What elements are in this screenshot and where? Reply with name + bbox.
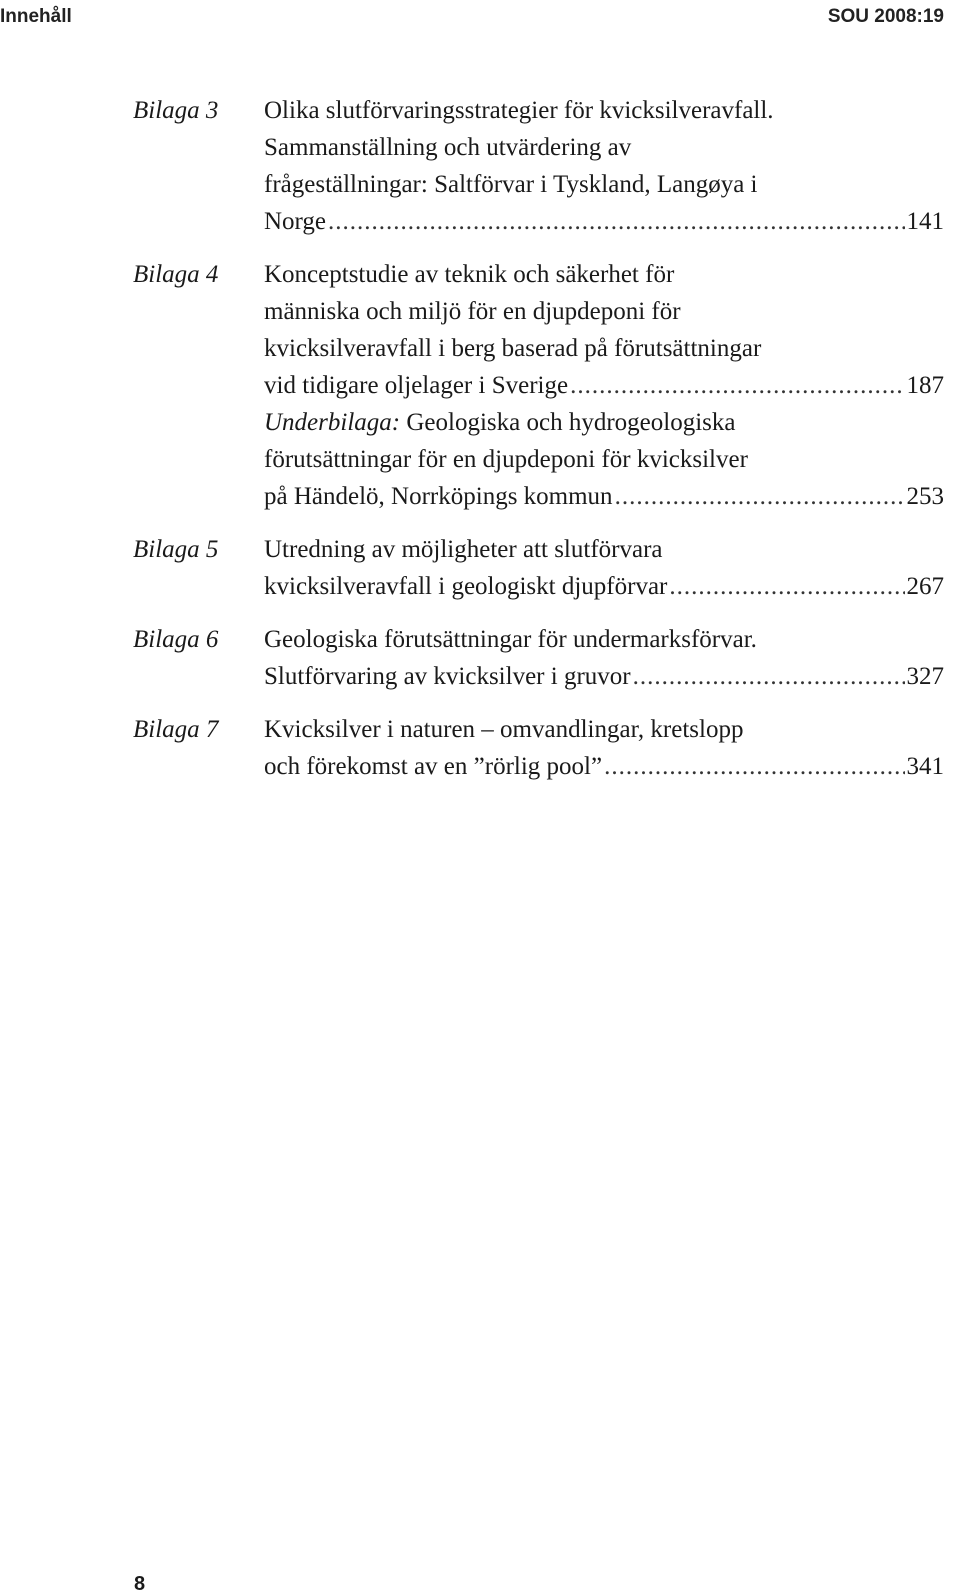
entry-title-line: Kvicksilver i naturen – omvandlingar, kretslopp bbox=[264, 716, 744, 743]
appendix-label: Bilaga 7 bbox=[133, 716, 219, 743]
header-document-id: SOU 2008:19 bbox=[827, 6, 944, 27]
footer-page-number: 8 bbox=[134, 1573, 146, 1595]
toc-entry-bilaga-7[interactable] bbox=[0, 711, 960, 785]
table-of-contents bbox=[0, 92, 960, 801]
toc-entry-bilaga-6[interactable] bbox=[0, 621, 960, 695]
subentry-title-line[interactable]: Underbilaga: Geologiska och hydrogeologiska bbox=[264, 409, 736, 436]
entry-last-line: Norge ..... 141 bbox=[264, 203, 944, 240]
dot-leader bbox=[570, 367, 904, 404]
entry-last-line: Slutförvaring av kvicksilver i gruvor ..... 327 bbox=[264, 658, 944, 695]
subentry-last-line: på Händelö, Norrköpings kommun ..... 253 bbox=[264, 478, 944, 515]
dot-leader bbox=[669, 568, 904, 605]
appendix-label: Bilaga 4 bbox=[133, 261, 219, 288]
appendix-label: Bilaga 6 bbox=[133, 626, 219, 653]
page-number: 253 bbox=[906, 483, 944, 510]
subentry-prefix: Underbilaga: bbox=[264, 409, 401, 436]
appendix-label: Bilaga 3 bbox=[133, 97, 219, 124]
page-number: 141 bbox=[906, 208, 944, 235]
entry-title-line: människa och miljö för en djupdeponi för bbox=[264, 298, 681, 325]
dot-leader bbox=[633, 658, 905, 695]
entry-title-line: Geologiska förutsättningar för undermarksförvar. bbox=[264, 626, 757, 653]
page-number: 187 bbox=[906, 372, 944, 399]
page-number: 341 bbox=[906, 753, 944, 780]
subentry-title-line: förutsättningar för en djupdeponi för kvicksilver bbox=[264, 446, 748, 473]
toc-entry-bilaga-4[interactable] bbox=[0, 256, 960, 515]
entry-title-line: Sammanställning och utvärdering av bbox=[264, 134, 632, 161]
appendix-label: Bilaga 5 bbox=[133, 536, 219, 563]
entry-last-line: kvicksilveravfall i geologiskt djupförvar ..... 267 bbox=[264, 568, 944, 605]
entry-title-line: Olika slutförvaringsstrategier för kvicksilveravfall. bbox=[264, 97, 774, 124]
toc-entry-bilaga-5[interactable] bbox=[0, 531, 960, 605]
entry-title-line: frågeställningar: Saltförvar i Tyskland, Langøya i bbox=[264, 171, 758, 198]
dot-leader bbox=[328, 203, 904, 240]
dot-leader bbox=[604, 748, 904, 785]
entry-title-line: Utredning av möjligheter att slutförvara bbox=[264, 536, 663, 563]
page-number: 327 bbox=[906, 663, 944, 690]
entry-title-line: Konceptstudie av teknik och säkerhet för bbox=[264, 261, 675, 288]
dot-leader bbox=[615, 478, 905, 515]
header-section-title: Innehåll bbox=[0, 6, 72, 27]
page-number: 267 bbox=[906, 573, 944, 600]
toc-entry-bilaga-3[interactable] bbox=[0, 92, 960, 240]
entry-title-line: kvicksilveravfall i berg baserad på förutsättningar bbox=[264, 335, 762, 362]
entry-last-line: och förekomst av en ”rörlig pool” ..... 341 bbox=[264, 748, 944, 785]
entry-last-line: vid tidigare oljelager i Sverige ..... 187 bbox=[264, 367, 944, 404]
